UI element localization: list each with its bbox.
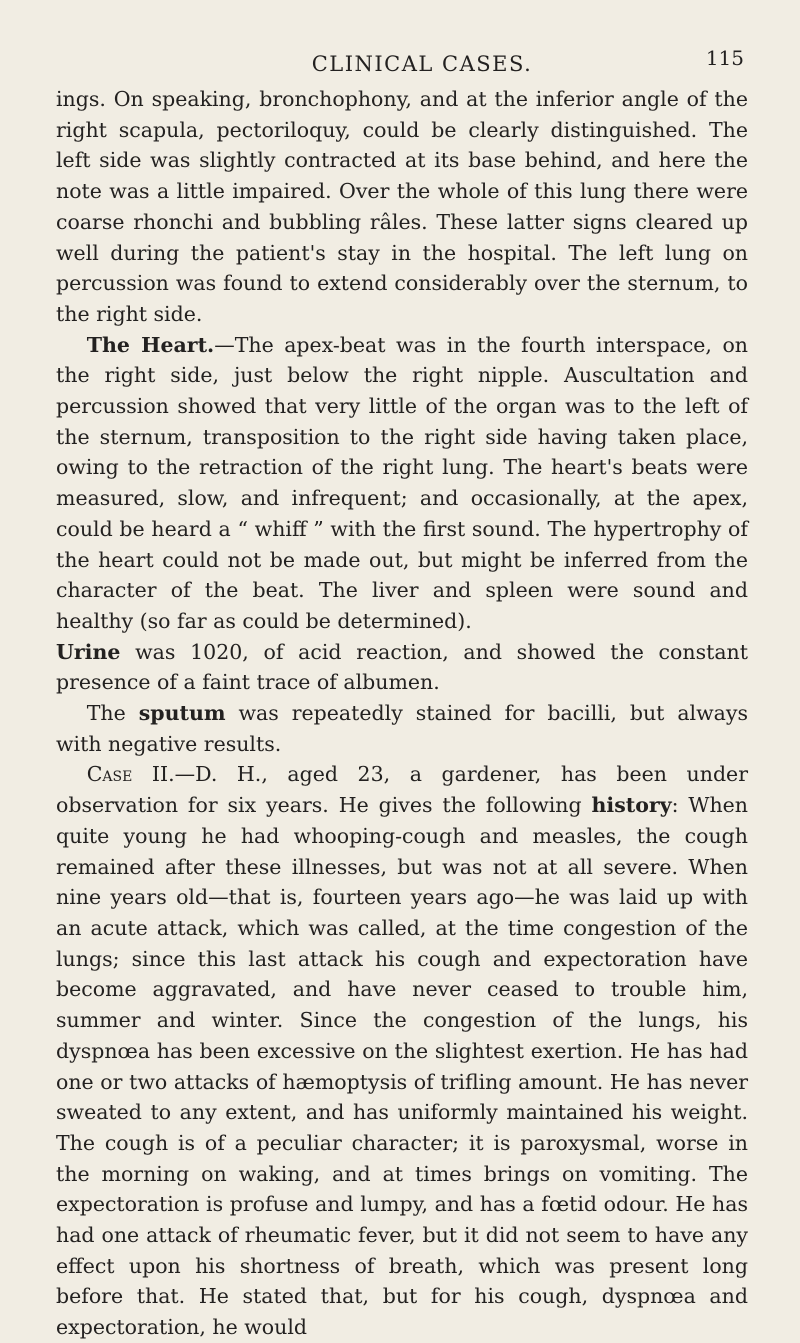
paragraph-sputum	[56, 698, 748, 759]
page-header	[56, 44, 748, 84]
section-lead-heart: The Heart.	[86, 332, 215, 357]
section-lead-history: history	[591, 793, 672, 818]
paragraph-text: was repeatedly stained for bacilli, but always with negative results.	[56, 701, 748, 756]
page-number: 115	[705, 46, 744, 70]
paragraph-text: : When quite young he had whooping-cough and measles, the cough remained after these illnesses, but was not at all severe. When nine years old—that is, fourteen years ago—he was laid up with an acute attack, which was called, at the time congestion of the lungs; since this last attack his cough and expectoration have become aggravated, and have never ceased to trouble him, summer and winter. Since the congestion of the lungs, his dyspnœa has been excessive on the slightest exertion. He has had one or two attacks of hæmoptysis of trifling amount. He has never sweated to any extent, and has uniformly maintained his weight. The cough is of a peculiar character; it is paroxysmal, worse in the morning on waking, and at times brings on vomiting. The expectoration is profuse and lumpy, and has a fœtid odour. He has had one attack of rheumatic fever, but it did not seem to have any effect upon his shortness of breath, which was present long before that. He stated that, but for his cough, dyspnœa and expectoration, he would	[56, 793, 748, 1340]
paragraph-text: ings. On speaking, bronchophony, and at the inferior angle of the right scapula, pectoriloquy, could be clearly distinguished. The left side was slightly contracted at its base behind, and here the note was a little impaired. Over the whole of this lung there were coarse rhonchi and bubbling râles. These latter signs cleared up well during the patient's stay in the hospital. The left lung on percussion was found to extend considerably over the sternum, to the right side.	[56, 87, 748, 326]
running-title: CLINICAL CASES.	[311, 52, 533, 76]
paragraph-text: —The apex-beat was in the fourth interspace, on the right side, just below the right nipple. Auscultation and percussion showed that very little of the organ was to the left of the sternum, transposition to the right side having taken place, owing to the retraction of the right lung. The heart's beats were measured, slow, and infrequent; and occasionally, at the apex, could be heard a “ whiff ” with the first sound. The hypertrophy of the heart could not be made out, but might be inferred from the character of the beat. The liver and spleen were sound and healthy (so far as could be determined).	[56, 332, 748, 633]
paragraph-heart	[56, 330, 748, 637]
body-text	[56, 84, 748, 1343]
paragraph-text-prefix: The	[86, 701, 139, 726]
paragraph-case-two	[56, 759, 748, 1342]
section-lead-sputum: sputum	[138, 701, 226, 726]
case-heading: Case II.	[86, 762, 175, 787]
paragraph-text: —D. H., aged 23, a gardener, has been under observation for six years. He gives the following	[56, 762, 748, 818]
paragraph-urine	[56, 637, 748, 698]
paragraph-lung-findings	[56, 84, 748, 330]
paragraph-text: was 1020, of acid reaction, and showed the constant presence of a faint trace of albumen.	[56, 639, 748, 695]
section-lead-urine: Urine	[56, 639, 121, 664]
